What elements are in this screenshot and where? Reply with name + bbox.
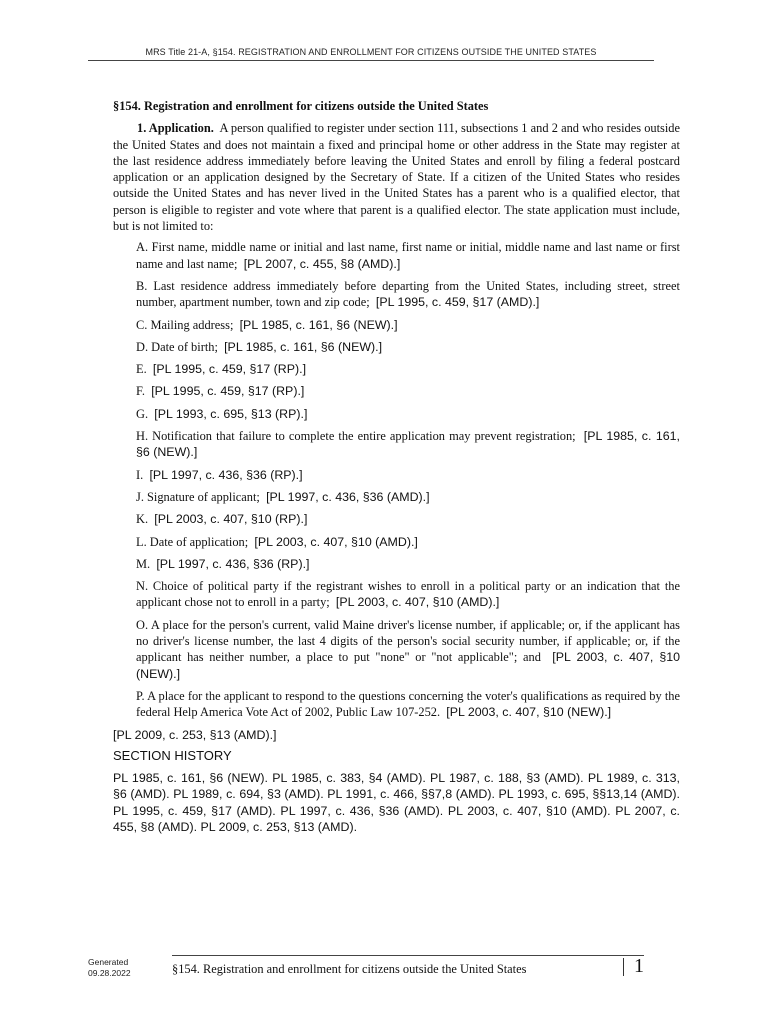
paragraph-text: D. Date of birth; [136, 339, 218, 354]
statute-paragraph [136, 339, 680, 355]
statute-paragraph [136, 511, 680, 527]
page-number: 1 [634, 955, 644, 977]
paragraph-history-note: [PL 2003, c. 407, §10 (NEW).] [446, 705, 612, 720]
section-history-heading: SECTION HISTORY [113, 747, 232, 763]
statute-paragraph [136, 361, 680, 377]
paragraph-history-note: [PL 1993, c. 695, §13 (RP).] [154, 406, 308, 421]
paragraph-text: L. Date of application; [136, 534, 249, 549]
statute-paragraph [136, 489, 680, 505]
footer-generated [88, 957, 131, 979]
subsection-1-text: A person qualified to register under section 111, subsections 1 and 2 and who resides outside the United States and does not maintain a fixed and principal home or other address in the State may register at the last residence address immediately before leaving the United States and enroll by filing a federal postcard application or an application designed by the Secretary of State. If a citizen of the United States who resides outside the United States and has never lived in the United States has a parent who is a qualified elector, that person is eligible to register and vote where that parent is a qualified elector. The state application must include, but is not limited to: [113, 121, 680, 234]
paragraph-text: A. First name, middle name or initial and last name, first name or initial, middle name and last name or first name and last name; [136, 240, 680, 271]
paragraph-history-note: [PL 2003, c. 407, §10 (NEW).] [136, 650, 680, 681]
paragraph-text: O. A place for the person's current, valid Maine driver's license number, if applicable; or, if the applicant has no driver's license number, the last 4 digits of the person's social security number, if applicable; or, if the applicant has neither number, a place to put "none" or "not applicable"; and [136, 617, 680, 665]
paragraph-history-note: [PL 1997, c. 436, §36 (AMD).] [266, 489, 430, 504]
statute-paragraph [136, 383, 680, 399]
statute-paragraph [136, 428, 680, 461]
paragraph-history-note: [PL 1985, c. 161, §6 (NEW).] [239, 317, 398, 332]
subsection-1-history: [PL 2009, c. 253, §13 (AMD).] [113, 727, 277, 742]
paragraph-text: J. Signature of applicant; [136, 489, 260, 504]
paragraph-history-note: [PL 1997, c. 436, §36 (RP).] [156, 556, 310, 571]
footer-divider [172, 955, 644, 956]
statute-paragraph [136, 406, 680, 422]
section-title: §154. Registration and enrollment for citizens outside the United States [113, 99, 489, 113]
paragraph-text: B. Last residence address immediately before departing from the United States, including street, street number, apartment number, town and zip code; [136, 278, 680, 310]
section-history-text: PL 1985, c. 161, §6 (NEW). PL 1985, c. 383, §4 (AMD). PL 1987, c. 188, §3 (AMD). PL 1989, c. 313, §6 (AMD). PL 1989, c. 694, §3 (AMD). PL 1991, c. 466, §§7,8 (AMD). PL 1993, c. 695, §§13,14 (AMD). PL 1995, c. 459, §17 (AMD). PL 1997, c. 436, §36 (AMD). PL 2003, c. 407, §10 (AMD). PL 2007, c. 455, §8 (AMD). PL 2009, c. 253, §13 (AMD). [113, 771, 680, 834]
paragraph-text: H. Notification that failure to complete the entire application may prevent registration; [136, 429, 576, 444]
subsection-1 [113, 120, 680, 234]
paragraph-text: F. [136, 384, 145, 399]
paragraph-text: C. Mailing address; [136, 317, 234, 332]
subsection-1-label: 1. Application. [137, 121, 214, 136]
paragraph-history-note: [PL 1995, c. 459, §17 (AMD).] [375, 295, 540, 310]
footer-separator [623, 958, 624, 976]
statute-paragraph [136, 534, 680, 550]
statute-paragraph [136, 467, 680, 483]
statute-paragraph [136, 617, 680, 682]
statute-paragraph [136, 278, 680, 311]
statute-paragraph [136, 317, 680, 333]
paragraph-text: M. [136, 556, 151, 571]
statute-paragraph [136, 578, 680, 611]
paragraph-text: E. [136, 362, 147, 377]
paragraph-text: I. [136, 467, 144, 482]
paragraph-list [113, 239, 680, 720]
paragraph-history-note: [PL 1985, c. 161, §6 (NEW).] [136, 429, 680, 460]
statute-paragraph [136, 688, 680, 721]
statute-body [113, 98, 680, 835]
generated-date: 09.28.2022 [88, 968, 131, 978]
paragraph-text: P. A place for the applicant to respond to the questions concerning the voter's qualifications as required by the federal Help America Vote Act of 2002, Public Law 107-252. [136, 688, 680, 720]
paragraph-history-note: [PL 2003, c. 407, §10 (AMD).] [254, 534, 418, 549]
paragraph-text: G. [136, 406, 149, 421]
paragraph-history-note: [PL 1995, c. 459, §17 (RP).] [152, 362, 307, 377]
running-header: MRS Title 21-A, §154. REGISTRATION AND ENROLLMENT FOR CITIZENS OUTSIDE THE UNITED STATES [145, 47, 597, 57]
paragraph-text: K. [136, 512, 149, 527]
header-divider [88, 60, 654, 61]
paragraph-history-note: [PL 1985, c. 161, §6 (NEW).] [224, 339, 383, 354]
paragraph-history-note: [PL 2003, c. 407, §10 (AMD).] [335, 595, 500, 610]
paragraph-history-note: [PL 1997, c. 436, §36 (RP).] [149, 467, 303, 482]
generated-label: Generated [88, 957, 129, 967]
footer-section-title: §154. Registration and enrollment for citizens outside the United States [172, 962, 527, 976]
paragraph-history-note: [PL 2003, c. 407, §10 (RP).] [154, 512, 308, 527]
paragraph-text: N. Choice of political party if the registrant wishes to enroll in a political party or an indication that the applicant chose not to enroll in a party; [136, 579, 680, 610]
statute-paragraph [136, 239, 680, 272]
paragraph-history-note: [PL 1995, c. 459, §17 (RP).] [151, 384, 305, 399]
paragraph-history-note: [PL 2007, c. 455, §8 (AMD).] [243, 256, 401, 271]
statute-paragraph [136, 556, 680, 572]
